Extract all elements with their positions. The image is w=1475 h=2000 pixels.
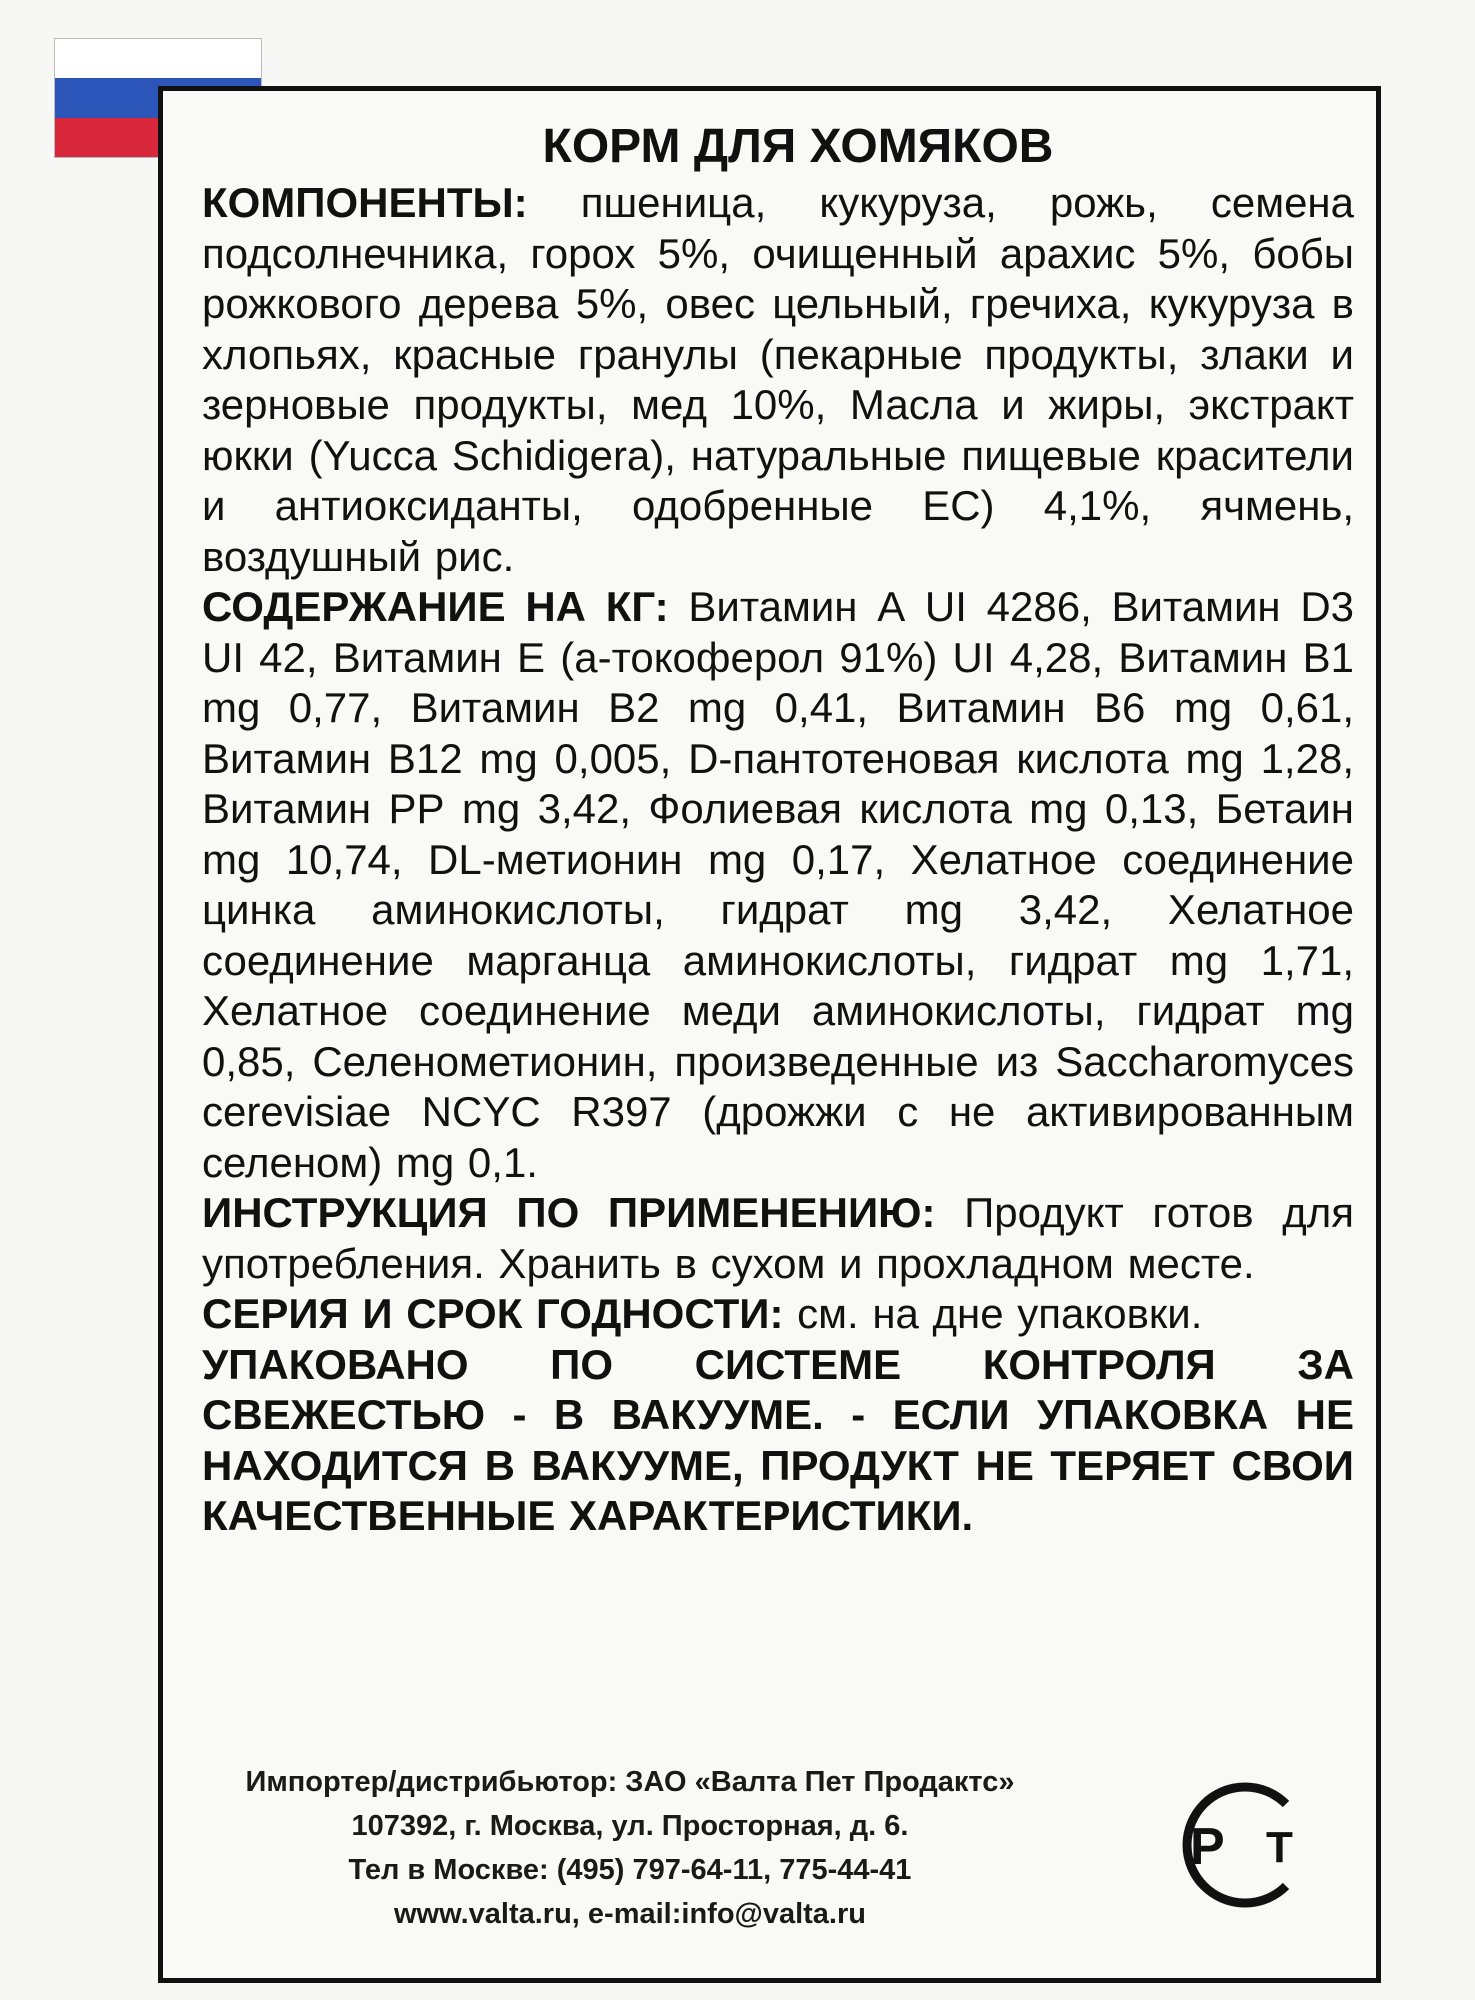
vacuum-note: УПАКОВАНО ПО СИСТЕМЕ КОНТРОЛЯ ЗА СВЕЖЕСТЬЮ - В ВАКУУМЕ. - ЕСЛИ УПАКОВКА НЕ НАХОДИТСЯ В ВАКУУМЕ, ПРОДУКТ НЕ ТЕРЯЕТ СВОИ КАЧЕСТВЕННЫЕ ХАРАКТЕРИСТИКИ.	[202, 1340, 1354, 1539]
web-line: www.valta.ru, e-mail:info@valta.ru	[394, 1898, 866, 1930]
label-content	[202, 118, 1354, 1542]
phone-line: Тел в Москве: (495) 797-64-11, 775-44-41	[348, 1854, 912, 1886]
svg-text:P: P	[1190, 1818, 1225, 1876]
content-per-kg-text: Витамин А UI 4286, Витамин D3 UI 42, Витамин Е (а-токоферол 91%) UI 4,28, Витамин В1 mg 0,77, Витамин В2 mg 0,41, Витамин В6 mg 0,61, Витамин В12 mg 0,005, D-пантотеновая кислота mg 1,28, Витамин РР mg 3,42, Фолиевая кислота mg 0,13, Бетаин mg 10,74, DL-метионин mg 0,17, Хелатное соединение цинка аминокислоты, гидрат mg 3,42, Хелатное соединение марганца аминокислоты, гидрат mg 1,71, Хелатное соединение меди аминокислоты, гидрат mg 0,85, Селенометионин, произведенные из Saccharomyces cerevisiae NCYC R397 (дрожжи с не активированным селеном) mg 0,1.	[202, 583, 1355, 1186]
address-line: 107392, г. Москва, ул. Просторная, д. 6.	[351, 1810, 909, 1842]
importer-line: Импортер/дистрибьютор: ЗАО «Валта Пет Продактс»	[245, 1766, 1015, 1798]
instructions-text: Продукт готов для употребления. Хранить в сухом и прохладном месте.	[202, 1189, 1355, 1287]
batch-label: СЕРИЯ И СРОК ГОДНОСТИ:	[202, 1290, 784, 1337]
svg-text:T: T	[1266, 1823, 1293, 1872]
instructions-label: ИНСТРУКЦИЯ ПО ПРИМЕНЕНИЮ:	[202, 1189, 936, 1236]
instructions-section	[202, 1188, 1354, 1289]
rst-certification-icon	[1168, 1770, 1318, 1920]
components-text: пшеница, кукуруза, рожь, семена подсолнечника, горох 5%, очищенный арахис 5%, бобы рожкового дерева 5%, овес цельный, гречиха, кукуруза в хлопьях, красные гранулы (пекарные продукты, злаки и зерновые продукты, мед 10%, Масла и жиры, экстракт юкки (Yucca Schidigera), натуральные пищевые красители и антиоксиданты, одобренные ЕС) 4,1%, ячмень, воздушный рис.	[202, 179, 1354, 580]
components-label: КОМПОНЕНТЫ:	[202, 179, 528, 226]
content-per-kg-label: СОДЕРЖАНИЕ НА КГ:	[202, 583, 669, 630]
components-section	[202, 178, 1354, 582]
batch-text: см. на дне упаковки.	[797, 1290, 1203, 1337]
batch-section	[202, 1289, 1354, 1340]
content-per-kg-section	[202, 582, 1354, 1188]
importer-footer	[180, 1760, 1080, 1936]
product-title: КОРМ ДЛЯ ХОМЯКОВ	[542, 120, 1054, 173]
